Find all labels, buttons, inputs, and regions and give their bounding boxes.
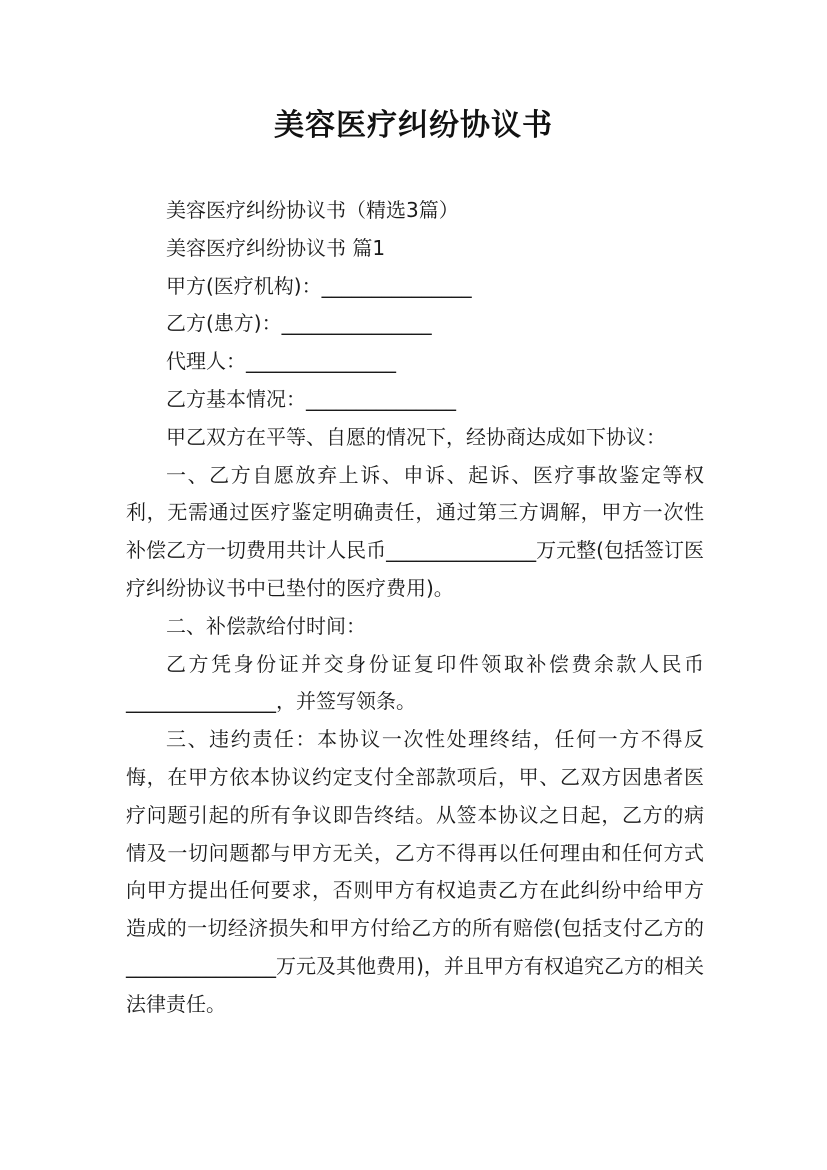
- paragraph-party-a: 甲方(医疗机构)：_______________: [166, 273, 472, 298]
- document-title: 美容医疗纠纷协议书: [274, 108, 553, 143]
- paragraph-agent: 代理人：_______________: [166, 349, 396, 374]
- paragraph-section-heading: 美容医疗纠纷协议书 篇1: [166, 235, 386, 260]
- document-body: [126, 192, 704, 1024]
- paragraph-clause-2-body: 乙方凭身份证并交身份证复印件领取补偿费余款人民币_______________，并签写领条。: [126, 651, 704, 714]
- paragraph-clause-3: 三、违约责任：本协议一次性处理终结，任何一方不得反悔，在甲方依本协议约定支付全部款项后，甲、乙双方因患者医疗问题引起的所有争议即告终结。从签本协议之日起，乙方的病情及一切问题都与甲方无关，乙方不得再以任何理由和任何方式向甲方提出任何要求，否则甲方有权追责乙方在此纠纷中给甲方造成的一切经济损失和甲方付给乙方的所有赔偿(包括支付乙方的_______________万元及其他费用)，并且甲方有权追究乙方的相关法律责任。: [126, 727, 704, 1016]
- paragraph-intro: 甲乙双方在平等、自愿的情况下，经协商达成如下协议：: [166, 424, 666, 449]
- paragraph-party-b: 乙方(患方)：_______________: [166, 311, 432, 336]
- paragraph-subtitle: 美容医疗纠纷协议书（精选3篇）: [166, 198, 459, 222]
- paragraph-party-b-info: 乙方基本情况：_______________: [166, 386, 456, 411]
- paragraph-clause-2-heading: 二、补偿款给付时间：: [166, 613, 366, 638]
- paragraph-clause-1: 一、乙方自愿放弃上诉、申诉、起诉、医疗事故鉴定等权利，无需通过医疗鉴定明确责任，通过第三方调解，甲方一次性补偿乙方一切费用共计人民币_______________万元整(包括签订医疗纠纷协议书中已垫付的医疗费用)。: [126, 462, 704, 600]
